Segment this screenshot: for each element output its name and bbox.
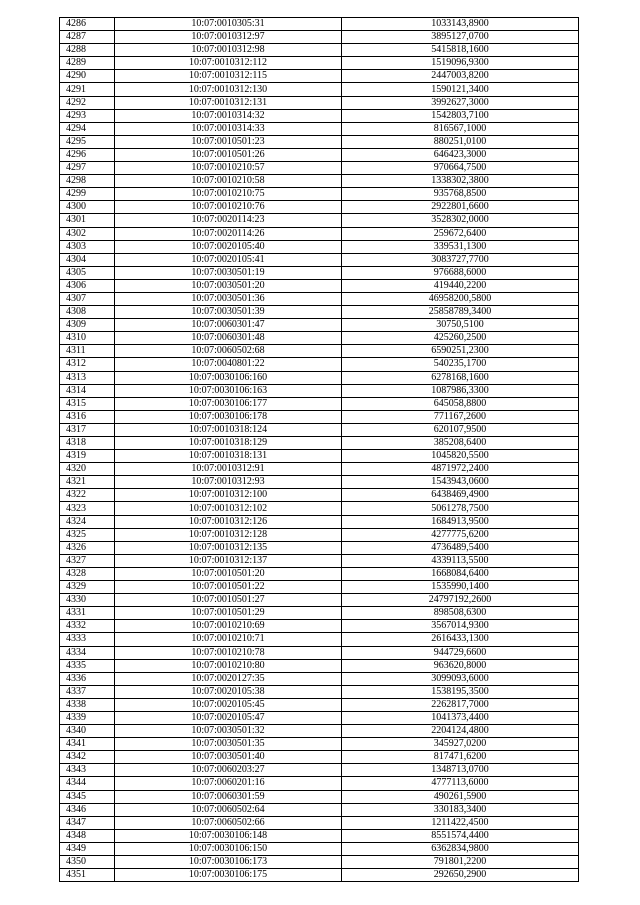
table-row	[60, 371, 579, 384]
table-row	[60, 148, 579, 161]
row-number-cell: 4351	[60, 869, 115, 882]
table-row	[60, 227, 579, 240]
row-number-cell: 4312	[60, 358, 115, 371]
cadastral-number-cell: 10:07:0010210:58	[115, 175, 342, 188]
row-number-cell: 4290	[60, 70, 115, 83]
cadastral-number-cell: 10:07:0010210:78	[115, 646, 342, 659]
table-row	[60, 253, 579, 266]
cadastral-number-cell: 10:07:0010305:31	[115, 18, 342, 31]
row-number-cell: 4321	[60, 476, 115, 489]
cadastral-number-cell: 10:07:0030501:20	[115, 279, 342, 292]
row-number-cell: 4303	[60, 240, 115, 253]
cadastral-value-cell: 25858789,3400	[342, 306, 579, 319]
table-row	[60, 476, 579, 489]
cadastral-number-cell: 10:07:0060203:27	[115, 764, 342, 777]
table-row	[60, 528, 579, 541]
row-number-cell: 4344	[60, 777, 115, 790]
row-number-cell: 4342	[60, 751, 115, 764]
row-number-cell: 4315	[60, 397, 115, 410]
row-number-cell: 4333	[60, 633, 115, 646]
cadastral-number-cell: 10:07:0010318:124	[115, 423, 342, 436]
table-row	[60, 829, 579, 842]
cadastral-value-cell: 1668084,6400	[342, 567, 579, 580]
row-number-cell: 4288	[60, 44, 115, 57]
cadastral-value-cell: 3083727,7700	[342, 253, 579, 266]
cadastral-value-cell: 1542803,7100	[342, 109, 579, 122]
table-row	[60, 175, 579, 188]
table-row	[60, 672, 579, 685]
cadastral-number-cell: 10:07:0060201:16	[115, 777, 342, 790]
row-number-cell: 4295	[60, 135, 115, 148]
cadastral-value-cell: 6278168,1600	[342, 371, 579, 384]
cadastral-value-cell: 1087986,3300	[342, 384, 579, 397]
row-number-cell: 4327	[60, 554, 115, 567]
cadastral-value-cell: 3528302,0000	[342, 214, 579, 227]
table-row	[60, 581, 579, 594]
table-row	[60, 319, 579, 332]
cadastral-value-cell: 46958200,5800	[342, 292, 579, 305]
cadastral-number-cell: 10:07:0030106:173	[115, 856, 342, 869]
cadastral-number-cell: 10:07:0010501:23	[115, 135, 342, 148]
row-number-cell: 4286	[60, 18, 115, 31]
cadastral-value-cell: 817471,6200	[342, 751, 579, 764]
cadastral-number-cell: 10:07:0010210:75	[115, 188, 342, 201]
row-number-cell: 4338	[60, 698, 115, 711]
table-row	[60, 437, 579, 450]
row-number-cell: 4350	[60, 856, 115, 869]
cadastral-number-cell: 10:07:0030501:19	[115, 266, 342, 279]
cadastral-number-cell: 10:07:0010501:27	[115, 594, 342, 607]
row-number-cell: 4339	[60, 711, 115, 724]
cadastral-value-cell: 540235,1700	[342, 358, 579, 371]
cadastral-number-cell: 10:07:0020105:45	[115, 698, 342, 711]
cadastral-value-cell: 620107,9500	[342, 423, 579, 436]
cadastral-number-cell: 10:07:0020127:35	[115, 672, 342, 685]
table-row	[60, 515, 579, 528]
cadastral-number-cell: 10:07:0030501:36	[115, 292, 342, 305]
cadastral-number-cell: 10:07:0030501:32	[115, 725, 342, 738]
cadastral-value-cell: 6590251,2300	[342, 345, 579, 358]
row-number-cell: 4311	[60, 345, 115, 358]
cadastral-number-cell: 10:07:0010312:130	[115, 83, 342, 96]
cadastral-value-cell: 3992627,3000	[342, 96, 579, 109]
cadastral-value-cell: 2447003,8200	[342, 70, 579, 83]
table-row	[60, 738, 579, 751]
table-row	[60, 135, 579, 148]
cadastral-number-cell: 10:07:0010312:137	[115, 554, 342, 567]
cadastral-number-cell: 10:07:0010314:32	[115, 109, 342, 122]
cadastral-number-cell: 10:07:0060502:64	[115, 803, 342, 816]
cadastral-number-cell: 10:07:0010312:128	[115, 528, 342, 541]
cadastral-number-cell: 10:07:0030106:177	[115, 397, 342, 410]
cadastral-value-cell: 4339113,5500	[342, 554, 579, 567]
row-number-cell: 4294	[60, 122, 115, 135]
cadastral-number-cell: 10:07:0020105:38	[115, 685, 342, 698]
cadastral-value-cell: 898508,6300	[342, 607, 579, 620]
table-row	[60, 869, 579, 882]
cadastral-value-cell: 419440,2200	[342, 279, 579, 292]
cadastral-number-cell: 10:07:0010312:91	[115, 463, 342, 476]
cadastral-number-cell: 10:07:0030106:160	[115, 371, 342, 384]
cadastral-value-cell: 3895127,0700	[342, 31, 579, 44]
table-row	[60, 266, 579, 279]
row-number-cell: 4330	[60, 594, 115, 607]
row-number-cell: 4323	[60, 502, 115, 515]
row-number-cell: 4293	[60, 109, 115, 122]
cadastral-value-cell: 2922801,6600	[342, 201, 579, 214]
cadastral-number-cell: 10:07:0030106:150	[115, 842, 342, 855]
cadastral-number-cell: 10:07:0030106:175	[115, 869, 342, 882]
table-row	[60, 188, 579, 201]
cadastral-value-cell: 1543943,0600	[342, 476, 579, 489]
cadastral-number-cell: 10:07:0030106:178	[115, 410, 342, 423]
cadastral-number-cell: 10:07:0010312:98	[115, 44, 342, 57]
cadastral-number-cell: 10:07:0060301:47	[115, 319, 342, 332]
table-row	[60, 44, 579, 57]
row-number-cell: 4337	[60, 685, 115, 698]
row-number-cell: 4329	[60, 581, 115, 594]
table-row	[60, 594, 579, 607]
table-row	[60, 620, 579, 633]
table-row	[60, 777, 579, 790]
table-row	[60, 410, 579, 423]
cadastral-value-cell: 1045820,5500	[342, 450, 579, 463]
row-number-cell: 4306	[60, 279, 115, 292]
row-number-cell: 4324	[60, 515, 115, 528]
row-number-cell: 4300	[60, 201, 115, 214]
cadastral-value-cell: 1211422,4500	[342, 816, 579, 829]
cadastral-value-cell: 771167,2600	[342, 410, 579, 423]
table-row	[60, 162, 579, 175]
cadastral-value-cell: 2204124,4800	[342, 725, 579, 738]
row-number-cell: 4297	[60, 162, 115, 175]
row-number-cell: 4307	[60, 292, 115, 305]
table-row	[60, 57, 579, 70]
cadastral-value-cell: 339531,1300	[342, 240, 579, 253]
table-row	[60, 554, 579, 567]
cadastral-number-cell: 10:07:0010312:126	[115, 515, 342, 528]
cadastral-value-cell: 3567014,9300	[342, 620, 579, 633]
table-row	[60, 122, 579, 135]
cadastral-value-cell: 4277775,6200	[342, 528, 579, 541]
table-row	[60, 607, 579, 620]
table-row	[60, 751, 579, 764]
table-row	[60, 685, 579, 698]
cadastral-value-cell: 944729,6600	[342, 646, 579, 659]
table-row	[60, 842, 579, 855]
row-number-cell: 4332	[60, 620, 115, 633]
cadastral-value-cell: 880251,0100	[342, 135, 579, 148]
row-number-cell: 4291	[60, 83, 115, 96]
table-row	[60, 31, 579, 44]
row-number-cell: 4325	[60, 528, 115, 541]
cadastral-number-cell: 10:07:0010312:102	[115, 502, 342, 515]
table-row	[60, 502, 579, 515]
row-number-cell: 4304	[60, 253, 115, 266]
row-number-cell: 4289	[60, 57, 115, 70]
cadastral-value-cell: 385208,6400	[342, 437, 579, 450]
cadastral-value-cell: 5415818,1600	[342, 44, 579, 57]
row-number-cell: 4309	[60, 319, 115, 332]
cadastral-number-cell: 10:07:0020105:47	[115, 711, 342, 724]
table-row	[60, 70, 579, 83]
table-row	[60, 332, 579, 345]
table-row	[60, 803, 579, 816]
row-number-cell: 4308	[60, 306, 115, 319]
table-row	[60, 96, 579, 109]
cadastral-value-cell: 6362834,9800	[342, 842, 579, 855]
cadastral-value-cell: 791801,2200	[342, 856, 579, 869]
table-row	[60, 214, 579, 227]
cadastral-number-cell: 10:07:0010312:131	[115, 96, 342, 109]
cadastral-value-cell: 1033143,8900	[342, 18, 579, 31]
row-number-cell: 4314	[60, 384, 115, 397]
row-number-cell: 4341	[60, 738, 115, 751]
table-row	[60, 279, 579, 292]
table-row	[60, 489, 579, 502]
cadastral-number-cell: 10:07:0010501:20	[115, 567, 342, 580]
cadastral-value-table	[59, 17, 579, 882]
cadastral-value-cell: 2616433,1300	[342, 633, 579, 646]
cadastral-value-cell: 963620,8000	[342, 659, 579, 672]
table-row	[60, 201, 579, 214]
cadastral-number-cell: 10:07:0010312:97	[115, 31, 342, 44]
cadastral-value-cell: 1535990,1400	[342, 581, 579, 594]
cadastral-number-cell: 10:07:0030106:163	[115, 384, 342, 397]
table-body	[60, 18, 579, 882]
row-number-cell: 4346	[60, 803, 115, 816]
table-row	[60, 725, 579, 738]
row-number-cell: 4343	[60, 764, 115, 777]
row-number-cell: 4340	[60, 725, 115, 738]
row-number-cell: 4320	[60, 463, 115, 476]
cadastral-value-cell: 3099093,6000	[342, 672, 579, 685]
cadastral-number-cell: 10:07:0020114:23	[115, 214, 342, 227]
row-number-cell: 4317	[60, 423, 115, 436]
row-number-cell: 4292	[60, 96, 115, 109]
row-number-cell: 4334	[60, 646, 115, 659]
cadastral-number-cell: 10:07:0030501:35	[115, 738, 342, 751]
row-number-cell: 4348	[60, 829, 115, 842]
cadastral-value-cell: 1538195,3500	[342, 685, 579, 698]
cadastral-value-cell: 5061278,7500	[342, 502, 579, 515]
cadastral-value-cell: 646423,3000	[342, 148, 579, 161]
cadastral-number-cell: 10:07:0030501:39	[115, 306, 342, 319]
table-row	[60, 423, 579, 436]
table-row	[60, 384, 579, 397]
cadastral-value-cell: 4871972,2400	[342, 463, 579, 476]
row-number-cell: 4336	[60, 672, 115, 685]
table-row	[60, 567, 579, 580]
cadastral-value-cell: 645058,8800	[342, 397, 579, 410]
table-row	[60, 659, 579, 672]
cadastral-number-cell: 10:07:0010312:112	[115, 57, 342, 70]
row-number-cell: 4345	[60, 790, 115, 803]
cadastral-number-cell: 10:07:0010318:129	[115, 437, 342, 450]
row-number-cell: 4347	[60, 816, 115, 829]
row-number-cell: 4318	[60, 437, 115, 450]
row-number-cell: 4301	[60, 214, 115, 227]
cadastral-number-cell: 10:07:0010501:26	[115, 148, 342, 161]
cadastral-value-cell: 4777113,6000	[342, 777, 579, 790]
cadastral-number-cell: 10:07:0010314:33	[115, 122, 342, 135]
cadastral-value-cell: 1348713,0700	[342, 764, 579, 777]
cadastral-number-cell: 10:07:0010312:100	[115, 489, 342, 502]
cadastral-value-cell: 259672,6400	[342, 227, 579, 240]
row-number-cell: 4296	[60, 148, 115, 161]
cadastral-number-cell: 10:07:0010312:115	[115, 70, 342, 83]
cadastral-value-cell: 4736489,5400	[342, 541, 579, 554]
table-row	[60, 18, 579, 31]
cadastral-number-cell: 10:07:0010210:71	[115, 633, 342, 646]
row-number-cell: 4349	[60, 842, 115, 855]
cadastral-value-cell: 976688,6000	[342, 266, 579, 279]
row-number-cell: 4319	[60, 450, 115, 463]
cadastral-value-cell: 1590121,3400	[342, 83, 579, 96]
table-row	[60, 790, 579, 803]
table-row	[60, 358, 579, 371]
cadastral-value-cell: 8551574,4400	[342, 829, 579, 842]
row-number-cell: 4322	[60, 489, 115, 502]
cadastral-number-cell: 10:07:0060301:48	[115, 332, 342, 345]
table-row	[60, 292, 579, 305]
row-number-cell: 4326	[60, 541, 115, 554]
cadastral-number-cell: 10:07:0030106:148	[115, 829, 342, 842]
cadastral-value-cell: 970664,7500	[342, 162, 579, 175]
row-number-cell: 4328	[60, 567, 115, 580]
cadastral-number-cell: 10:07:0010501:29	[115, 607, 342, 620]
cadastral-value-cell: 1684913,9500	[342, 515, 579, 528]
table-row	[60, 711, 579, 724]
cadastral-number-cell: 10:07:0040801:22	[115, 358, 342, 371]
cadastral-value-cell: 345927,0200	[342, 738, 579, 751]
table-row	[60, 856, 579, 869]
cadastral-number-cell: 10:07:0060502:66	[115, 816, 342, 829]
cadastral-value-cell: 1338302,3800	[342, 175, 579, 188]
table-row	[60, 345, 579, 358]
cadastral-value-cell: 935768,8500	[342, 188, 579, 201]
cadastral-number-cell: 10:07:0020114:26	[115, 227, 342, 240]
table-row	[60, 450, 579, 463]
table-row	[60, 646, 579, 659]
row-number-cell: 4335	[60, 659, 115, 672]
table-row	[60, 541, 579, 554]
cadastral-number-cell: 10:07:0010210:69	[115, 620, 342, 633]
cadastral-number-cell: 10:07:0010312:135	[115, 541, 342, 554]
row-number-cell: 4331	[60, 607, 115, 620]
cadastral-value-cell: 425260,2500	[342, 332, 579, 345]
cadastral-value-cell: 2262817,7000	[342, 698, 579, 711]
row-number-cell: 4305	[60, 266, 115, 279]
cadastral-number-cell: 10:07:0010210:80	[115, 659, 342, 672]
cadastral-number-cell: 10:07:0060301:59	[115, 790, 342, 803]
row-number-cell: 4316	[60, 410, 115, 423]
row-number-cell: 4302	[60, 227, 115, 240]
table-row	[60, 463, 579, 476]
cadastral-value-cell: 30750,5100	[342, 319, 579, 332]
cadastral-value-cell: 816567,1000	[342, 122, 579, 135]
table-row	[60, 109, 579, 122]
cadastral-value-cell: 1519096,9300	[342, 57, 579, 70]
cadastral-number-cell: 10:07:0010312:93	[115, 476, 342, 489]
cadastral-number-cell: 10:07:0020105:40	[115, 240, 342, 253]
table-row	[60, 764, 579, 777]
cadastral-value-cell: 330183,3400	[342, 803, 579, 816]
cadastral-value-cell: 490261,5900	[342, 790, 579, 803]
table-row	[60, 816, 579, 829]
table-row	[60, 397, 579, 410]
row-number-cell: 4298	[60, 175, 115, 188]
table-row	[60, 306, 579, 319]
cadastral-number-cell: 10:07:0010501:22	[115, 581, 342, 594]
cadastral-number-cell: 10:07:0010318:131	[115, 450, 342, 463]
table-row	[60, 83, 579, 96]
cadastral-number-cell: 10:07:0010210:57	[115, 162, 342, 175]
row-number-cell: 4310	[60, 332, 115, 345]
cadastral-number-cell: 10:07:0030501:40	[115, 751, 342, 764]
table-row	[60, 240, 579, 253]
cadastral-number-cell: 10:07:0020105:41	[115, 253, 342, 266]
row-number-cell: 4299	[60, 188, 115, 201]
cadastral-value-cell: 6438469,4900	[342, 489, 579, 502]
cadastral-number-cell: 10:07:0010210:76	[115, 201, 342, 214]
cadastral-value-cell: 1041373,4400	[342, 711, 579, 724]
cadastral-value-cell: 292650,2900	[342, 869, 579, 882]
cadastral-number-cell: 10:07:0060502:68	[115, 345, 342, 358]
table-row	[60, 698, 579, 711]
cadastral-value-cell: 24797192,2600	[342, 594, 579, 607]
table-row	[60, 633, 579, 646]
row-number-cell: 4313	[60, 371, 115, 384]
row-number-cell: 4287	[60, 31, 115, 44]
